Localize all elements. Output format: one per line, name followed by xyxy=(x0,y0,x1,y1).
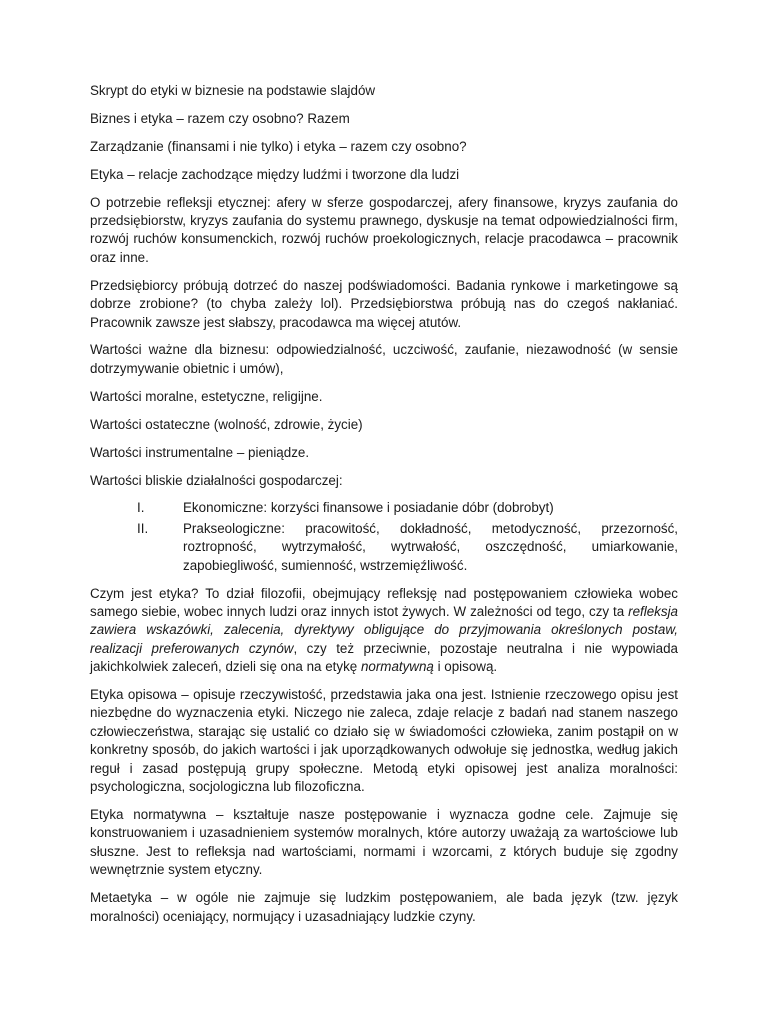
document-title: Skrypt do etyki w biznesie na podstawie slajdów xyxy=(90,83,376,98)
paragraph-economic-values-intro: Wartości bliskie działalności gospodarczej: xyxy=(90,472,343,488)
values-list xyxy=(90,499,678,575)
paragraph-moral-values: Wartości moralne, estetyczne, religijne. xyxy=(90,388,323,404)
list-item xyxy=(90,520,678,575)
paragraph-what-is-ethics xyxy=(90,585,678,677)
paragraph-need-for-reflection: O potrzebie refleksji etycznej: afery w sferze gospodarczej, afery finansowe, kryzys zaufania do przedsiębiorstw, kryzys zaufania do systemu prawnego, dyskusje na temat odpowiedzialności firm, rozwój ruchów konsumenckich, rozwój ruchów proekologicznych, relacje pracodawca – pracownik oraz inne. xyxy=(90,194,678,265)
paragraph-business-ethics: Biznes i etyka – razem czy osobno? Razem xyxy=(90,110,350,126)
text-run: i opisową. xyxy=(433,659,498,675)
list-item-number: II. xyxy=(137,520,149,536)
paragraph-ethics-definition: Etyka – relacje zachodzące między ludźmi i tworzone dla ludzi xyxy=(90,166,460,182)
list-item-text: Prakseologiczne: pracowitość, dokładność, metodyczność, przezorność, roztropność, wytrzymałość, wytrwałość, oszczędność, umiarkowanie, zapobiegliwość, sumienność, wstrzemięźliwość. xyxy=(183,520,678,573)
text-run: , czy też przeciwnie, pozostaje neutralna i nie wypowiada jakichkolwiek zaleceń, dzieli się ona na etykę xyxy=(90,640,678,675)
text-run: Czym jest etyka? To dział filozofii, obejmujący refleksję nad postępowaniem człowieka wobec samego siebie, wobec innych ludzi oraz innych istot żywych. W zależności od tego, czy ta xyxy=(90,585,678,619)
paragraph-instrumental-values: Wartości instrumentalne – pieniądze. xyxy=(90,444,310,460)
italic-text-run: refleksja zawiera wskazówki, zalecenia, dyrektywy obligujące do przyjmowania określonych postaw, realizacji preferowanych czynów xyxy=(90,603,678,656)
paragraph-metaethics: Metaetyka – w ogóle nie zajmuje się ludzkim postępowaniem, ale bada język (tzw. język moralności) oceniający, normujący i uzasadniający ludzkie czyny. xyxy=(90,890,678,924)
list-item xyxy=(90,499,678,517)
paragraph-management-ethics: Zarządzanie (finansami i nie tylko) i etyka – razem czy osobno? xyxy=(90,138,467,154)
italic-text-run: normatywną xyxy=(360,659,434,675)
paragraph-descriptive-ethics: Etyka opisowa – opisuje rzeczywistość, przedstawia jaka ona jest. Istnienie rzeczowego opisu jest niezbędne do wyznaczenia etyki. Niczego nie zaleca, zdaje relacje z badań nad stanem naszego człowieczeństwa, starając się ustalić co działo się w świadomości człowieka, zanim postąpił on w konkretny sposób, do jakich wartości i jak uporządkowanych odwołuje się jednostka, według jakich reguł i zasad postępują grupy społeczne. Metodą etyki opisowej jest analiza moralności: psychologiczna, socjologiczna lub filozoficzna. xyxy=(90,687,678,795)
list-item-number: I. xyxy=(137,500,145,516)
paragraph-business-values: Wartości ważne dla biznesu: odpowiedzialność, uczciwość, zaufanie, niezawodność (w sensie dotrzymywanie obietnic i umów), xyxy=(90,342,678,376)
paragraph-entrepreneurs: Przedsiębiorcy próbują dotrzeć do naszej podświadomości. Badania rynkowe i marketingowe są dobrze zrobione? (to chyba zależy lol). Przedsiębiorstwa próbują nas do czegoś nakłaniać. Pracownik zawsze jest słabszy, pracodawca ma więcej atutów. xyxy=(90,277,678,330)
paragraph-normative-ethics: Etyka normatywna – kształtuje nasze postępowanie i wyznacza godne cele. Zajmuje się konstruowaniem i uzasadnieniem systemów moralnych, które autorzy uważają za wartościowe lub słuszne. Jest to refleksja nad wartościami, normami i wzorcami, z których buduje się zgodny wewnętrznie system etyczny. xyxy=(90,807,678,878)
list-item-text: Ekonomiczne: korzyści finansowe i posiadanie dóbr (dobrobyt) xyxy=(183,500,554,516)
paragraph-ultimate-values: Wartości ostateczne (wolność, zdrowie, życie) xyxy=(90,416,363,432)
